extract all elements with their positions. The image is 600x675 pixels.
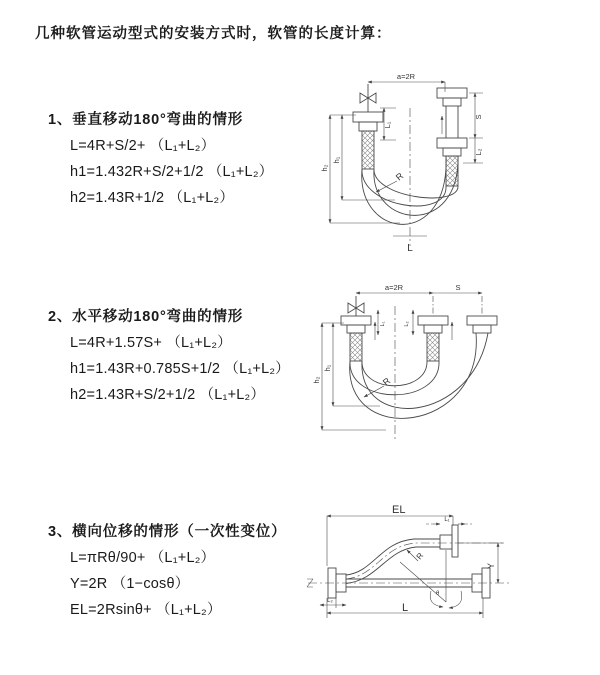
dim-label-l2: L₂ bbox=[327, 598, 333, 604]
dim-label-l1: L₁ bbox=[380, 321, 386, 327]
dimension-lines bbox=[322, 293, 482, 442]
dim-label-r: R bbox=[393, 170, 406, 183]
s-curve-hose-displaced bbox=[346, 525, 505, 584]
diagram-1-labels bbox=[320, 72, 483, 254]
left-fitting bbox=[353, 112, 383, 169]
dim-label-a2r: a=2R bbox=[384, 283, 404, 292]
dim-label-theta: θ bbox=[436, 591, 440, 597]
dim-label-r: R bbox=[414, 551, 426, 562]
hose-assembly-drawing bbox=[341, 296, 497, 418]
formula-line: L=4R+S/2+ （L₁+L₂） bbox=[70, 138, 216, 154]
dim-label-h2: h₂ bbox=[312, 376, 321, 384]
formula-line: h1=1.43R+0.785S+1/2 （L₁+L₂） bbox=[70, 361, 290, 377]
dimension-lines bbox=[330, 82, 483, 246]
formula-line: h1=1.432R+S/2+1/2 （L₁+L₂） bbox=[70, 164, 274, 180]
diagram-3-labels bbox=[327, 504, 496, 614]
formula-line: Y=2R （1−cosθ） bbox=[70, 576, 190, 592]
formula-line: h2=1.43R+1/2 （L₁+L₂） bbox=[70, 190, 235, 206]
formula-line: L=πRθ/90+ （L₁+L₂） bbox=[70, 550, 216, 566]
dim-label-h2: h₂ bbox=[320, 164, 329, 172]
dim-label-l: L bbox=[402, 602, 409, 614]
dim-label-a2r: a=2R bbox=[396, 72, 416, 81]
dim-label-s: S bbox=[474, 114, 483, 120]
section-2-heading: 2、水平移动180°弯曲的情形 bbox=[48, 309, 244, 325]
dimension-lines bbox=[320, 516, 504, 618]
valve-icon bbox=[360, 84, 376, 112]
dim-label-l1: L₁ bbox=[383, 121, 392, 129]
right-fitting-lower bbox=[437, 138, 467, 186]
dim-label-l1: L₁ bbox=[444, 517, 450, 523]
diagram-vertical-bend bbox=[300, 68, 590, 258]
section-lateral-displacement bbox=[48, 524, 318, 618]
formula-line: L=4R+1.57S+ （L₁+L₂） bbox=[70, 335, 232, 351]
page-title: 几种软管运动型式的安装方式时，软管的长度计算： bbox=[35, 26, 392, 42]
diagram-lateral-displacement bbox=[300, 498, 600, 648]
dim-label-r: R bbox=[380, 375, 393, 388]
right-fitting bbox=[467, 316, 497, 333]
valve-icon bbox=[348, 296, 364, 316]
section-vertical-bend bbox=[48, 112, 318, 206]
formula-line: EL=2Rsinθ+ （L₁+L₂） bbox=[70, 602, 222, 618]
section-horizontal-bend bbox=[48, 309, 318, 403]
left-fitting bbox=[341, 316, 371, 361]
hose-loops bbox=[350, 333, 488, 418]
formula-line: h2=1.43R+S/2+1/2 （L₁+L₂） bbox=[70, 387, 266, 403]
dim-label-h1: h₁ bbox=[323, 364, 332, 372]
diagram-horizontal-bend bbox=[300, 280, 590, 470]
dim-label-el: EL bbox=[392, 504, 406, 516]
dim-label-h1: h₁ bbox=[332, 156, 341, 164]
right-fitting-upper bbox=[437, 88, 467, 138]
dim-label-l2: L₂ bbox=[474, 148, 483, 156]
dim-label-y: Y bbox=[486, 562, 496, 570]
section-3-heading: 3、横向位移的情形（一次性变位） bbox=[48, 524, 287, 540]
dim-label-l: L bbox=[407, 243, 413, 254]
section-1-heading: 1、垂直移动180°弯曲的情形 bbox=[48, 112, 244, 128]
dim-label-s: S bbox=[455, 283, 461, 292]
dim-label-l2: L₂ bbox=[404, 321, 410, 327]
middle-fitting bbox=[418, 316, 448, 361]
hose-assembly-drawing bbox=[307, 525, 510, 608]
